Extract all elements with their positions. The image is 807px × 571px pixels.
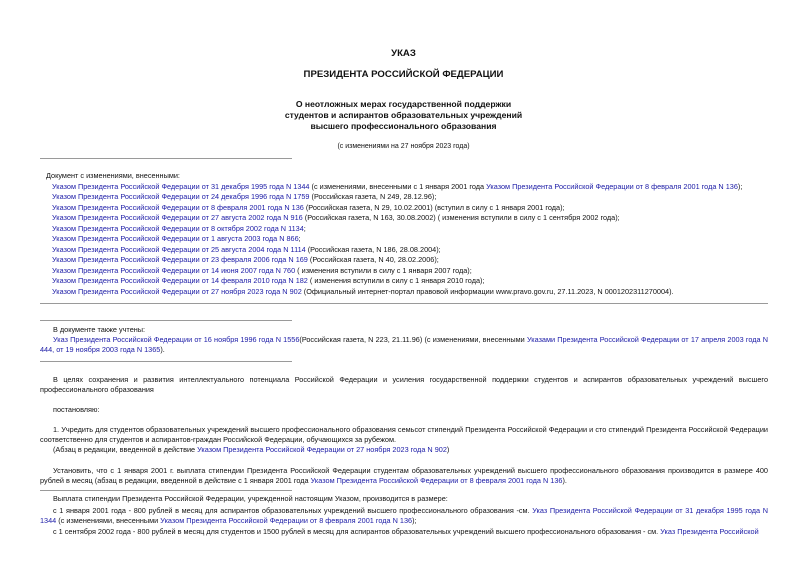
paragraph-text: с 1 сентября 2002 года - 800 рублей в месяц для студентов и 1500 рублей в месяц для аспирантов образовательных учреждений высшего профессионального образования - см.	[53, 527, 661, 536]
amendment-text: (Российская газета, N 163, 30.08.2002) ( изменения вступили в силу с 1 сентября 2002 года);	[302, 213, 620, 222]
list-item	[46, 213, 766, 224]
amendment-link[interactable]: Указом Президента Российской Федерации от 25 августа 2004 года N 1114	[52, 244, 306, 254]
divider	[40, 361, 292, 362]
list-item	[46, 255, 766, 266]
amendment-link[interactable]: Указом Президента Российской Федерации от 24 декабря 1996 года N 1759	[52, 192, 310, 201]
divider	[40, 490, 292, 491]
divider	[40, 320, 292, 321]
note-text: )	[446, 445, 450, 454]
list-item	[46, 224, 766, 235]
list-item	[46, 182, 766, 193]
considered-link[interactable]: Указами Президента Российской Федерации от 17 апреля 2003 года N 444, от 19 ноября 2003 года N 1365	[40, 335, 768, 354]
amendment-link[interactable]: Указом Президента Российской Федерации от 8 февраля 2001 года N 136	[486, 181, 738, 191]
amendment-link[interactable]: Указом Президента Российской Федерации от 14 июня 2007 года N 760	[52, 265, 296, 275]
paragraph-4	[40, 506, 768, 526]
subtitle-line: О неотложных мерах государственной поддержки	[295, 99, 512, 109]
subtitle-line: студентов и аспирантов образовательных учреждений	[284, 110, 523, 120]
preamble: В целях сохранения и развития интеллектуального потенциала Российской Федерации и усиления государственной поддержки студентов и аспирантов образовательных учреждений высшего профессионального образования	[40, 375, 768, 394]
paragraph-2	[40, 466, 768, 486]
paragraph-link[interactable]: Указом Президента Российской Федерации от 8 февраля 2001 года N 136	[160, 516, 413, 525]
amendment-link[interactable]: Указом Президента Российской Федерации от 31 декабря 1995 года N 1344	[52, 181, 310, 191]
considered-text	[40, 335, 768, 355]
amendment-link[interactable]: Указом Президента Российской Федерации от 27 ноября 2023 года N 902	[52, 286, 302, 296]
divider	[40, 158, 292, 159]
amendment-text: (Официальный интернет-портал правовой информации www.pravo.gov.ru, 27.11.2023, N 0001202311270004).	[301, 286, 674, 296]
paragraph-1-note	[40, 445, 768, 455]
amendment-text: ( изменения вступили в силу с 1 января 2010 года);	[307, 276, 485, 285]
paragraph-link[interactable]: Указ Президента Российской	[660, 527, 759, 536]
considered-link[interactable]: Указ Президента Российской Федерации от 16 ноября 1996 года N 1556	[53, 335, 300, 344]
list-item	[46, 266, 766, 277]
amendment-text: );	[737, 181, 743, 191]
amendment-text: (Российская газета, N 29, 10.02.2001) (вступил в силу с 1 января 2001 года);	[303, 202, 565, 212]
paragraph-text: Установить, что с 1 января 2001 г. выплата стипендии Президента Российской Федерации студентам образовательных учреждений высшего профессионального образования производится в размере 400 рублей в месяц (абзац в редакции, введенной в действие с 1 января 2001 года	[40, 466, 768, 485]
decree-word: постановляю:	[53, 405, 100, 414]
list-item	[46, 245, 766, 256]
amendment-link[interactable]: Указом Президента Российской Федерации от 14 февраля 2010 года N 182	[52, 276, 308, 285]
subtitle-line: высшего профессионального образования	[310, 121, 497, 131]
paragraph-link[interactable]: Указом Президента Российской Федерации от 8 февраля 2001 года N 136	[310, 476, 563, 485]
list-item	[46, 192, 766, 203]
considered-intro: В документе также учтены:	[53, 325, 146, 334]
paragraph-5	[40, 527, 768, 537]
note-text: (Абзац в редакции, введенной в действие	[53, 445, 198, 454]
considered-note: ).	[160, 345, 165, 354]
amendment-text: ( изменения вступили в силу с 1 января 2007 года);	[295, 265, 472, 275]
paragraph-text: с 1 января 2001 года - 800 рублей в месяц для аспирантов образовательных учреждений высшего профессионального образования -см.	[53, 506, 533, 515]
divider	[40, 303, 768, 304]
revision-note: (с изменениями на 27 ноября 2023 года)	[337, 143, 470, 150]
amendments-list	[46, 171, 766, 297]
paragraph-1: 1. Учредить для студентов образовательных учреждений высшего профессионального образования семьсот стипендий Президента Российской Федерации и сто стипендий Президента Российской Федерации соответственно для студентов и аспирантов-граждан Российской Федерации, обучающихся за рубежом.	[40, 425, 768, 444]
paragraph-text: (с изменениями, внесенными	[56, 516, 161, 525]
list-item	[46, 203, 766, 214]
amendment-text: (Российская газета, N 40, 28.02.2006);	[307, 255, 439, 264]
amendment-link[interactable]: Указом Президента Российской Федерации от 27 августа 2002 года N 916	[52, 213, 303, 222]
amendment-link[interactable]: Указом Президента Российской Федерации от 1 августа 2003 года N 866	[52, 234, 299, 243]
list-item	[46, 276, 766, 287]
amendment-text: (с изменениями, внесенными с 1 января 2001 года	[309, 181, 487, 191]
amendment-text: (Российская газета, N 186, 28.08.2004);	[305, 244, 441, 254]
paragraph-text: ).	[562, 476, 567, 485]
considered-note: (Российская газета, N 223, 21.11.96) (с изменениями, внесенными	[299, 335, 527, 344]
considered-block	[40, 325, 768, 355]
note-link[interactable]: Указом Президента Российской Федерации от 27 ноября 2023 года N 902	[197, 445, 447, 454]
paragraph-text: );	[412, 516, 417, 525]
amendment-link[interactable]: Указом Президента Российской Федерации от 23 февраля 2006 года N 169	[52, 255, 308, 264]
list-item	[46, 287, 766, 298]
amendment-text: (Российская газета, N 249, 28.12.96);	[309, 192, 437, 201]
document-subtitle	[0, 99, 807, 132]
document-issuer: ПРЕЗИДЕНТА РОССИЙСКОЙ ФЕДЕРАЦИИ	[303, 69, 504, 80]
amendment-text: ;	[298, 234, 301, 243]
amendment-text: ;	[303, 223, 306, 233]
paragraph-link[interactable]: Указ Президента Российской Федерации от 31 декабря 1995 года N 1344	[40, 506, 768, 525]
document-title: УКАЗ	[391, 48, 416, 59]
amendment-link[interactable]: Указом Президента Российской Федерации от 8 октября 2002 года N 1134	[52, 223, 304, 233]
amendment-link[interactable]: Указом Президента Российской Федерации от 8 февраля 2001 года N 136	[52, 202, 304, 212]
paragraph-3: Выплата стипендии Президента Российской Федерации, учрежденной настоящим Указом, производится в размере:	[53, 494, 448, 503]
amendments-intro: Документ с изменениями, внесенными:	[46, 171, 180, 180]
list-item	[46, 234, 766, 245]
